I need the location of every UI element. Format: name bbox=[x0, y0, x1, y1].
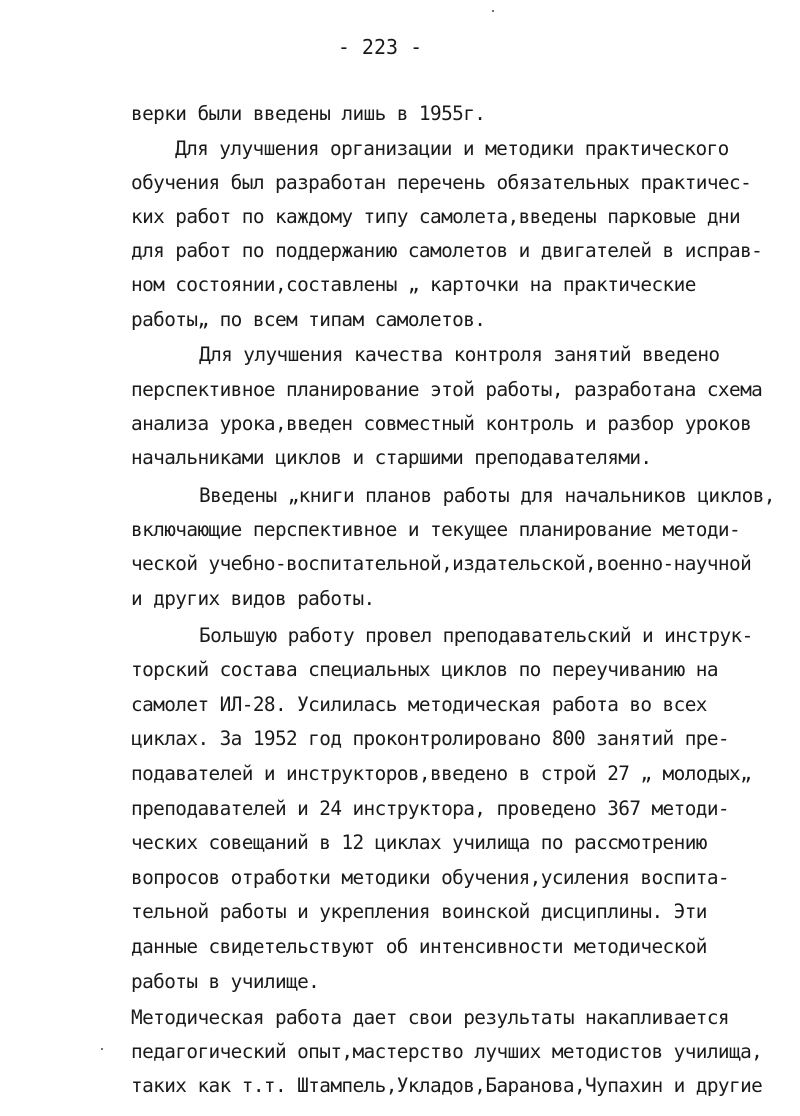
text-line: данные свидетельствуют об интенсивности методической bbox=[131, 935, 707, 958]
text-line: начальниками циклов и старшими преподавателями. bbox=[131, 446, 652, 469]
text-line: перспективное планирование этой работы, разработана схема bbox=[131, 378, 763, 401]
paragraph-first-line: Для улучшения организации и методики практического bbox=[175, 137, 729, 160]
text-line: преподавателей и 24 инструктора, проведено 367 методи- bbox=[131, 797, 730, 820]
text-line: торский состава специальных циклов по переучиванию на bbox=[131, 658, 718, 681]
text-line: верки были введены лишь в 1955г. bbox=[131, 102, 486, 125]
scan-speck bbox=[492, 10, 494, 12]
text-line: ких работ по каждому типу самолета,введены парковые дни bbox=[131, 205, 741, 228]
text-line: и других видов работы. bbox=[131, 587, 375, 610]
paragraph-first-line: Введены „книги планов работы для начальников циклов, bbox=[199, 484, 775, 507]
paragraph-first-line: Методическая работа дает свои результаты накапливается bbox=[131, 1006, 730, 1029]
text-line: включающие перспективное и текущее планирование методи- bbox=[131, 518, 741, 541]
scan-speck bbox=[101, 1048, 103, 1050]
text-line: ном состоянии,составлены „ карточки на практические bbox=[131, 273, 696, 296]
text-line: вопросов отработки методики обучения,усиления воспита- bbox=[131, 866, 730, 889]
text-line: ческой учебно-воспитательной,издательской,военно-научной bbox=[131, 552, 752, 575]
text-line: педагогический опыт,мастерство лучших методистов училища, bbox=[131, 1040, 763, 1063]
text-line: работы в училище. bbox=[131, 970, 320, 993]
text-line: тельной работы и укрепления воинской дисциплины. Эти bbox=[131, 900, 707, 923]
paragraph-first-line: Для улучшения качества контроля занятий введено bbox=[199, 343, 720, 366]
text-line: самолет ИЛ-28. Усилилась методическая работа во всех bbox=[131, 693, 707, 716]
text-line: работы„ по всем типам самолетов. bbox=[131, 308, 486, 331]
text-line: таких как т.т. Штампель,Укладов,Баранова,Чупахин и другие bbox=[131, 1074, 763, 1097]
text-line: для работ по поддержанию самолетов и двигателей в исправ- bbox=[131, 239, 763, 262]
paragraph-first-line: Большую работу провел преподавательский и инструк- bbox=[199, 624, 753, 647]
page-number: - 223 - bbox=[337, 35, 423, 59]
text-line: обучения был разработан перечень обязательных практичес- bbox=[131, 171, 752, 194]
text-line: циклах. За 1952 год проконтролировано 800 занятий пре- bbox=[131, 727, 730, 750]
text-line: ческих совещаний в 12 циклах училища по рассмотрению bbox=[131, 831, 707, 854]
text-line: подавателей и инструкторов,введено в строй 27 „ молодых„ bbox=[131, 762, 752, 785]
text-line: анализа урока,введен совместный контроль и разбор уроков bbox=[131, 412, 752, 435]
